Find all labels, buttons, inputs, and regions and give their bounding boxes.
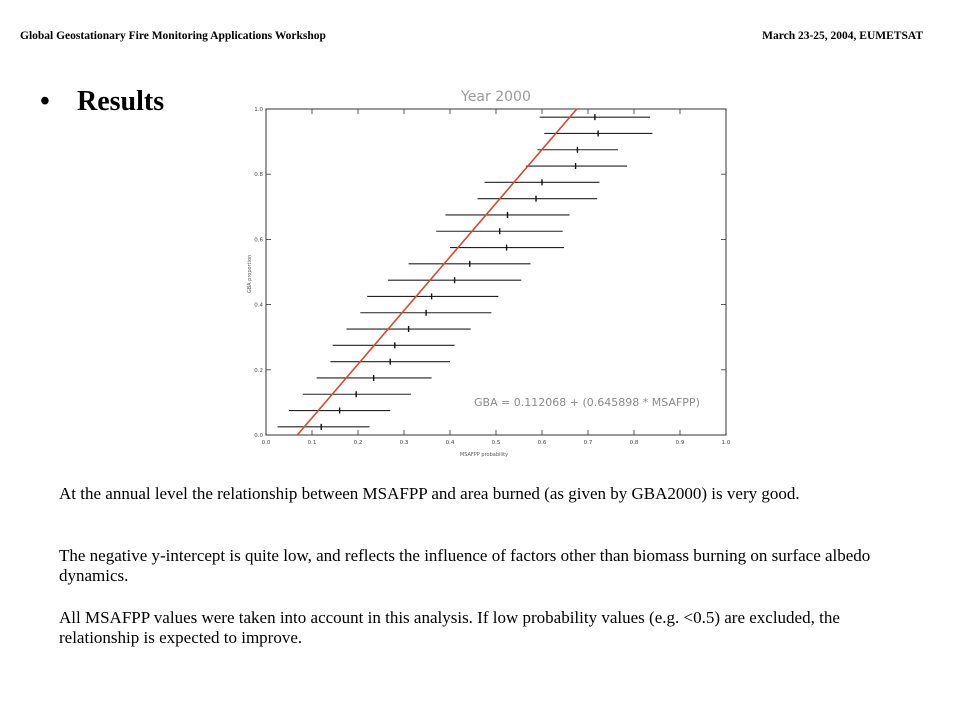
x-tick-label-1: 0.1 <box>307 440 317 446</box>
y-tick-label-3: 0.6 <box>254 237 263 244</box>
results-bullet <box>40 86 164 118</box>
x-tick-label-3: 0.3 <box>399 440 409 446</box>
paragraph-y-intercept: The negative y-intercept is quite low, and reflects the influence of factors other than biomass burning on surface albedo dynamics. <box>59 546 871 585</box>
chart-title: Year 2000 <box>461 89 531 105</box>
paragraph-msafpp-values: All MSAFPP values were taken into account in this analysis. If low probability values (e.g. <0.5) are excluded, the relationship is expected to improve. <box>59 608 840 647</box>
y-tick-label-5: 1.0 <box>254 107 263 113</box>
x-tick-label-0: 0.0 <box>261 440 271 446</box>
x-tick-label-4: 0.4 <box>445 440 455 446</box>
x-tick-label-7: 0.7 <box>583 440 593 446</box>
y-tick-label-4: 0.8 <box>254 172 263 179</box>
y-tick-label-2: 0.4 <box>254 302 263 309</box>
fit-equation: GBA = 0.112068 + (0.645898 * MSAFPP) <box>474 396 700 409</box>
x-tick-label-10: 1.0 <box>721 440 731 446</box>
y-axis-label: GBA proportion <box>247 254 253 294</box>
x-tick-label-9: 0.9 <box>675 440 685 446</box>
y-tick-label-0: 0.0 <box>254 433 263 439</box>
paragraph-annual-relationship: At the annual level the relationship between MSAFPP and area burned (as given by GBA2000) is very good. <box>59 484 800 503</box>
x-tick-label-6: 0.6 <box>537 440 547 446</box>
x-axis-label: MSAFPP probability <box>459 452 509 458</box>
x-tick-label-5: 0.5 <box>491 440 501 446</box>
header-date-location: March 23-25, 2004, EUMETSAT <box>762 30 923 42</box>
bullet-icon: • <box>40 86 50 117</box>
header-workshop-title: Global Geostationary Fire Monitoring Applications Workshop <box>20 30 326 42</box>
x-tick-label-8: 0.8 <box>629 440 639 446</box>
y-tick-label-1: 0.2 <box>254 367 263 374</box>
slide-heading: Results <box>77 86 165 117</box>
regression-chart <box>200 84 745 466</box>
x-tick-label-2: 0.2 <box>353 440 363 446</box>
